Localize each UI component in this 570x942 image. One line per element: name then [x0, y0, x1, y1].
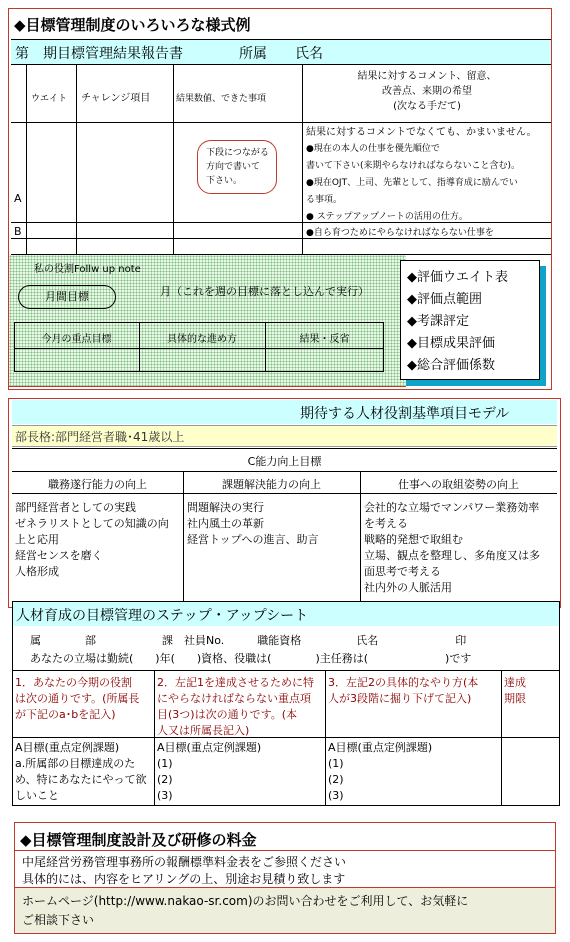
h4-line: 達成: [504, 676, 526, 689]
popup-item: ◆目標成果評価: [407, 336, 495, 351]
h1-line: が下記のa･bを記入): [15, 708, 116, 721]
col3-line: 面思考で考える: [364, 565, 441, 578]
col2-line: 問題解決の実行: [187, 501, 264, 514]
popup-item: ◆総合評価係数: [407, 358, 495, 373]
comment-text: [306, 124, 552, 242]
col1-line: 部門経営者としての実践: [15, 501, 136, 514]
table-vline: [154, 670, 155, 806]
h1-text: [15, 675, 139, 723]
col1-body: [15, 500, 169, 580]
col2-body: [187, 500, 318, 548]
col-comment-line: 結果に対するコメント、留意、: [357, 71, 497, 82]
section3-row2: あなたの立場は勤続( )年( )資格、役職は( )主任務は( )です: [30, 652, 472, 665]
col3-line: 戦略的発想で取組む: [364, 533, 463, 546]
section4-divider: [15, 850, 555, 851]
col3-head: 仕事への取組姿勢の向上: [398, 478, 519, 491]
table-hline: [12, 493, 557, 494]
b1-line: A目標(重点定例課題): [15, 741, 120, 754]
table-vline: [302, 65, 303, 255]
col1-line: 上と応用: [15, 533, 59, 546]
comment-line: ● ステップアップノートの活用の仕方。: [306, 212, 468, 222]
popup-item: ◆評価ウエイト表: [407, 270, 508, 285]
b3-line: A目標(重点定例課題): [328, 741, 433, 754]
h1-line: 1．あなたの今期の役割: [15, 676, 132, 689]
col-weight: ウエイト: [31, 94, 68, 104]
h3-line: 3．左記2の具体的なやり方(本: [328, 676, 479, 689]
table-vline: [76, 65, 77, 255]
b2-line: (3): [157, 789, 173, 802]
callout-text: [206, 146, 269, 188]
b1-line: a.所属部の目標達成のた: [15, 757, 136, 770]
h2-text: [157, 675, 314, 739]
comment-line: ●現在OJT、上司、先輩として、指導育成に励んでい: [306, 178, 518, 188]
table-hline: [12, 448, 557, 449]
section2-subtitle: 部長格:部門経営者職･41歳以上: [15, 430, 185, 444]
section4-title: ◆目標管理制度設計及び研修の料金: [20, 831, 257, 849]
monthly-goal-pill: 月間目標: [18, 285, 116, 309]
report-header: 第 期目標管理結果報告書 所属 氏名: [15, 46, 323, 62]
col1-head: 職務遂行能力の向上: [48, 478, 147, 491]
section3-row1: 属 部 課 社員No. 職能資格 氏名 印: [30, 634, 467, 647]
col3-line: 会社的な立場でマンパワー業務効率: [364, 501, 540, 514]
col1-line: 人格形成: [15, 565, 59, 578]
col3-line: 立場、観点を整理し、多角度又は多: [364, 549, 540, 562]
comment-line: 書いて下さい(来期やらなければならないこと含む)。: [306, 161, 521, 171]
comment-line: 結果に対するコメントでなくても、かまいません。: [306, 127, 537, 138]
b3-line: (1): [328, 757, 344, 770]
comment-line: ●現在の本人の仕事を優先順位で: [306, 144, 440, 154]
h2-line: にやらなければならない重点項: [157, 692, 311, 705]
popup-list: [400, 260, 540, 380]
col-comment-line: (次なる手だて): [393, 101, 461, 112]
callout-line: 下さい。: [206, 176, 243, 186]
h4-text: [504, 675, 526, 707]
col2-line: 経営トップへの進言、助言: [187, 533, 319, 546]
b3-text: [328, 740, 432, 804]
popup-item: ◆評価点範囲: [407, 292, 482, 307]
col2-line: 社内風土の革新: [187, 517, 264, 530]
callout-line: 下段につながる: [206, 148, 269, 158]
b3-line: (2): [328, 773, 344, 786]
b1-line: め、特にあなたにやって欲: [15, 773, 147, 786]
h3-line: 人が3段階に掘り下げて記入): [328, 692, 472, 705]
table-vline: [501, 670, 502, 806]
table-hline: [12, 471, 557, 472]
callout-line: 方向で書いて: [206, 162, 261, 172]
col-focus: 今月の重点目標: [41, 334, 112, 345]
b1-line: しいこと: [15, 789, 59, 802]
col-review: 結果・反省: [299, 334, 350, 345]
col1-line: ゼネラリストとしての知識の向: [15, 517, 169, 530]
h1-line: は次の通りです。(所属長: [15, 692, 140, 705]
b2-line: (1): [157, 757, 173, 770]
col-comment: [304, 69, 550, 114]
table-hline: [14, 348, 384, 349]
section3-title: 人材育成の目標管理のステップ・アップシート: [16, 608, 309, 624]
popup-item: ◆考課評定: [407, 314, 469, 329]
h2-line: 人又は所属長記入): [157, 724, 250, 737]
b2-text: [157, 740, 261, 804]
col2-head: 課題解決能力の向上: [222, 478, 321, 491]
h3-text: [328, 675, 478, 707]
follow-title: 私の役割Follw up note: [34, 264, 141, 275]
col3-line: を考える: [364, 517, 408, 530]
h2-line: 2．左記1を達成させるために特: [157, 676, 314, 689]
h4-line: 期限: [504, 692, 526, 705]
b3-line: (3): [328, 789, 344, 802]
b2-line: A目標(重点定例課題): [157, 741, 262, 754]
table-hline: [12, 670, 560, 671]
h2-line: 目(3つ)は次の通りです。(本: [157, 708, 297, 721]
col3-body: [364, 500, 540, 596]
col3-line: 社内外の人脈活用: [364, 581, 452, 594]
section2-title: 期待する人材役割基準項目モデル: [300, 406, 510, 422]
section4-line2: 具体的には、内容をヒアリングの上、別途お見積り致します: [22, 872, 346, 886]
col-result: 結果数値、できた事項: [176, 94, 267, 104]
table-vline: [325, 670, 326, 806]
table-vline: [551, 65, 552, 127]
b2-line: (2): [157, 773, 173, 786]
row-label-a: A: [14, 192, 22, 205]
row-label-b: B: [14, 225, 22, 238]
col-challenge: チャレンジ項目: [81, 93, 151, 104]
c-title: C能力向上目標: [247, 455, 322, 468]
col1-line: 経営センスを磨く: [15, 549, 103, 562]
section4-line4: ご相談下さい: [22, 913, 95, 927]
month-line: 月（これを週の目標に落とし込んで実行）: [160, 285, 369, 298]
comment-line: る事項。: [306, 195, 343, 205]
table-vline: [173, 65, 174, 255]
table-hline: [11, 122, 551, 123]
table-vline: [26, 65, 27, 255]
section4-line3[interactable]: ホームページ(http://www.nakao-sr.com)のお問い合わせをご利用して、お気軽に: [22, 894, 469, 908]
comment-line: ●自ら育つためにやらなければならない仕事を: [306, 228, 494, 238]
section4-line1: 中尾経営労務管理事務所の報酬標準料金表をご参照ください: [22, 855, 347, 869]
col-comment-line: 改善点、来期の希望: [382, 86, 472, 97]
section1-title: ◆目標管理制度のいろいろな様式例: [14, 16, 251, 34]
col-method: 具体的な進め方: [167, 334, 237, 345]
b1-text: [15, 740, 147, 804]
